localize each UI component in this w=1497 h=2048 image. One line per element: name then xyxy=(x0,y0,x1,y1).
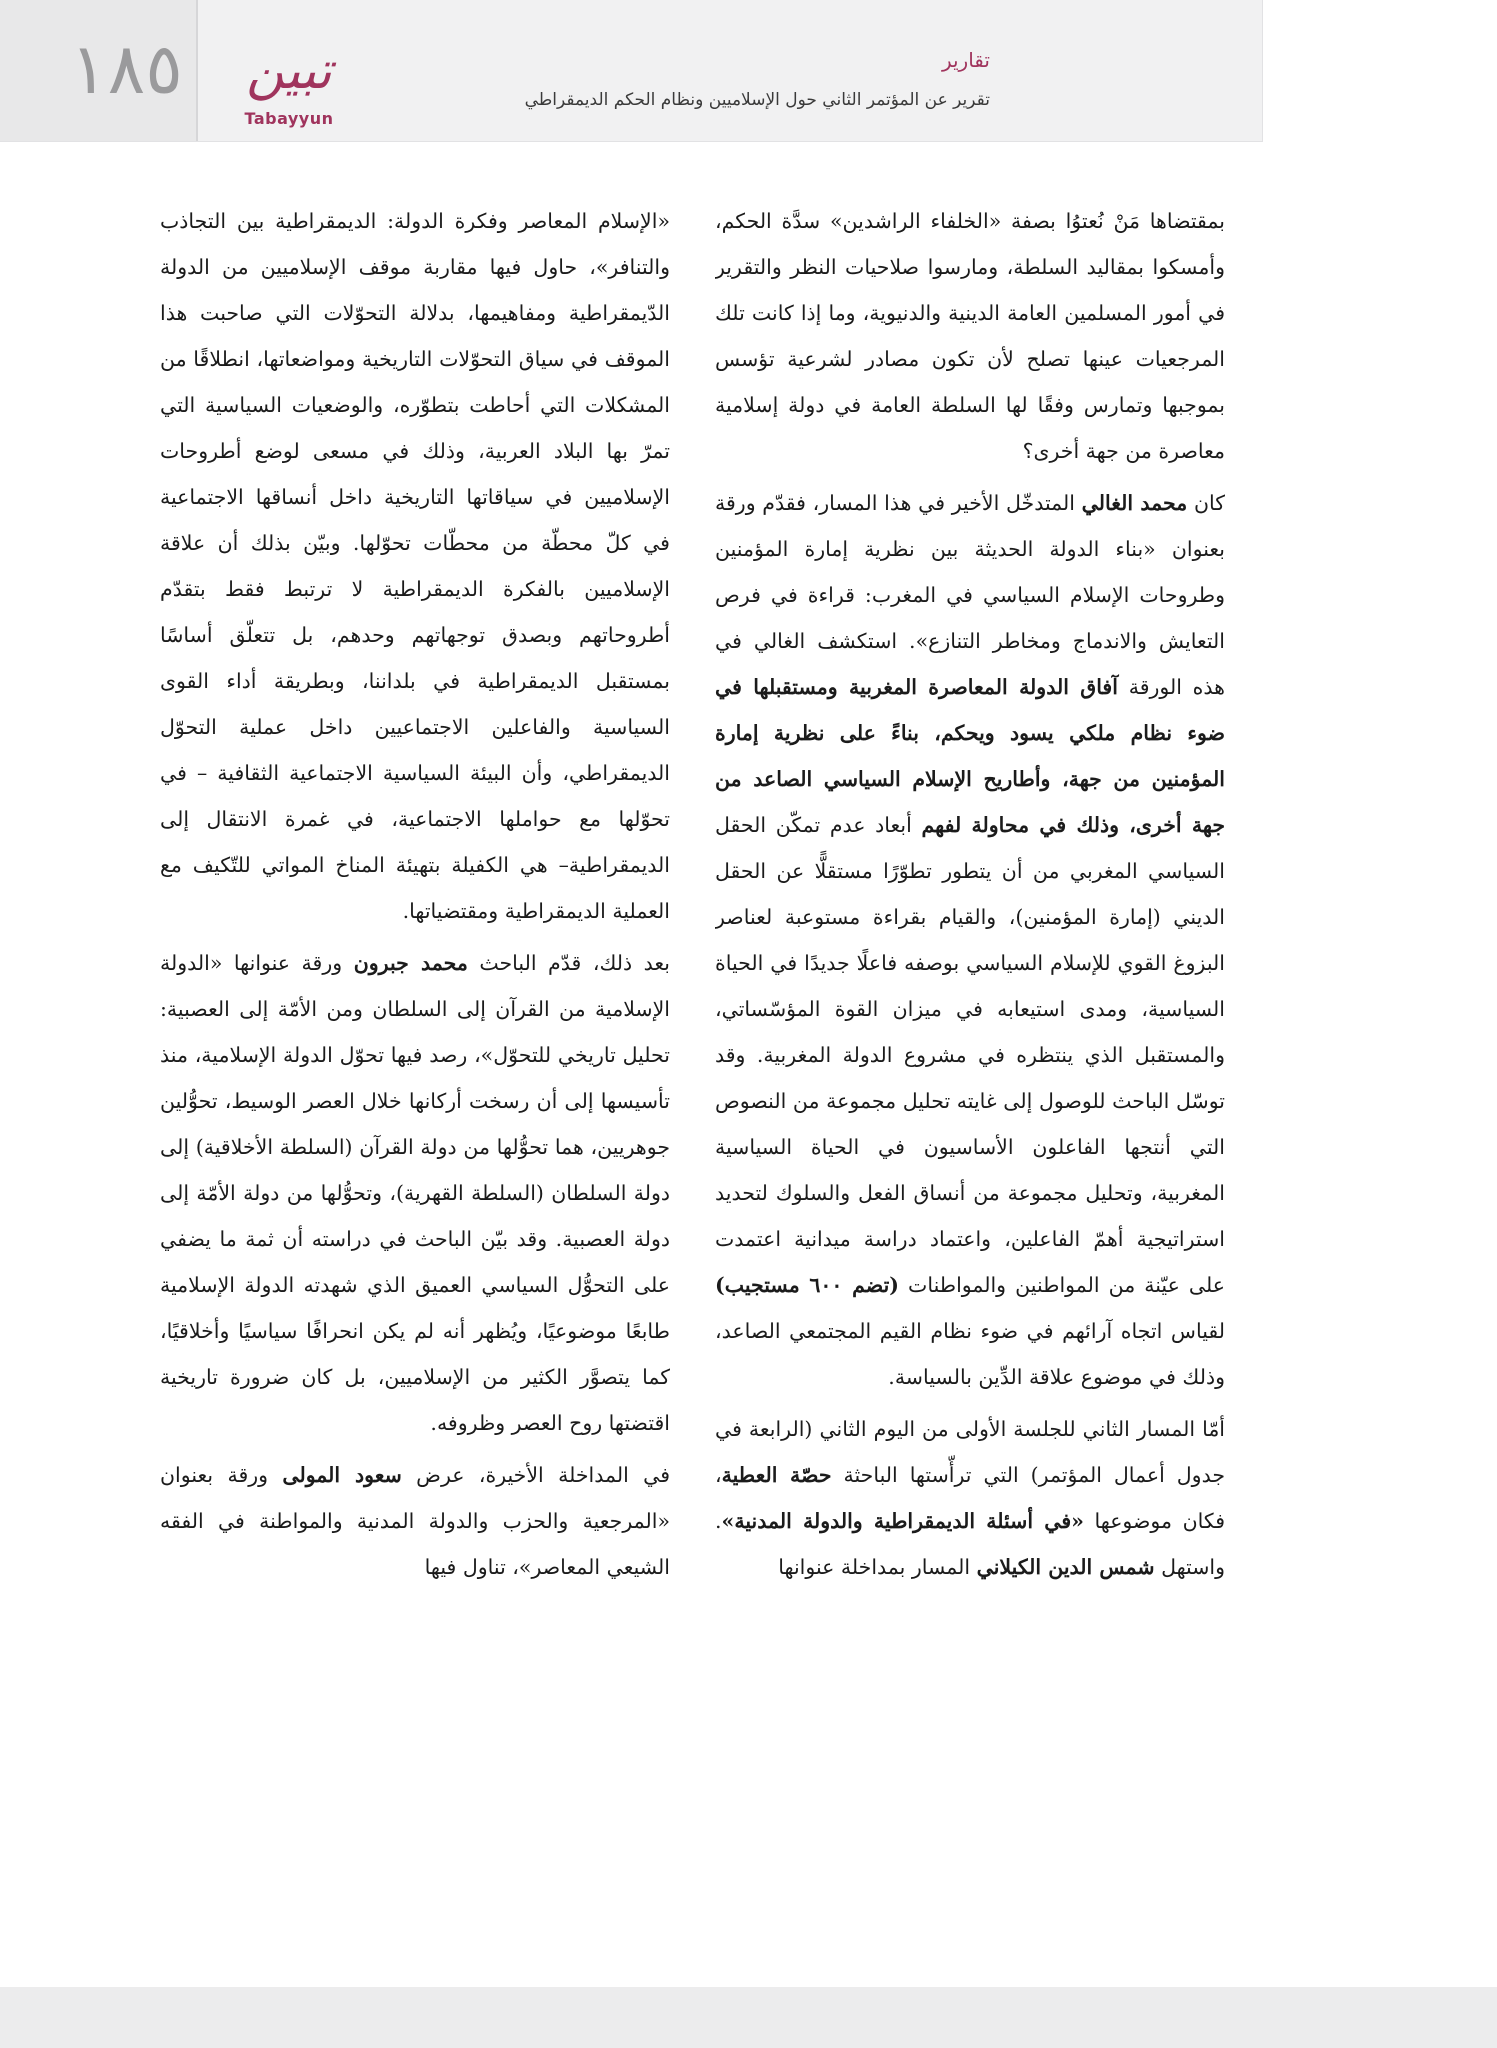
emphasis-text: «في أسئلة الديمقراطية والدولة المدنية» xyxy=(721,1509,1084,1533)
paragraph-text: كان xyxy=(1187,491,1225,515)
logo-arabic-wordmark: تبين xyxy=(246,41,332,101)
text-column-left xyxy=(160,198,670,1898)
paragraph-text: «الإسلام المعاصر وفكرة الدولة: الديمقراطية بين التجاذب والتنافر»، حاول فيها مقاربة موقف الإسلاميين من الدولة الدّيمقراطية ومفاهيمها، بدلالة التحوّلات التي صاحبت هذا الموقف في سياق التحوّلات التاريخية ومواضعاتها، انطلاقًا من المشكلات التي أحاطت بتطوّره، والوضعيات السياسية التي تمرّ بها البلاد العربية، وذلك في مسعى لوضع أطروحات الإسلاميين في سياقاتها التاريخية داخل أنساقها الاجتماعية في كلّ محطّة من محطّات تحوّلها. وبيّن بذلك أن علاقة الإسلاميين بالفكرة الديمقراطية لا ترتبط فقط بتقدّم أطروحاتهم وبصدق توجهاتهم وحدهم، بل تتعلّق أساسًا بمستقبل الديمقراطية في بلداننا، وبطريقة أداء القوى السياسية والفاعلين الاجتماعيين داخل عملية التحوّل الديمقراطي، وأن البيئة السياسية الاجتماعية الثقافية – في تحوّلها مع حواملها الاجتماعية، في غمرة الانتقال إلى الديمقراطية– هي الكفيلة بتهيئة المناخ المواتي للتّكيف مع العملية الديمقراطية ومقتضياتها. xyxy=(160,209,670,923)
emphasis-text: (تضم ٦٠٠ مستجيب) xyxy=(715,1273,899,1297)
author-name: حصّة العطية xyxy=(721,1463,832,1487)
header-brand-block xyxy=(0,0,198,141)
author-name: شمس الدين الكيلاني xyxy=(976,1555,1155,1579)
page-footer-band xyxy=(0,1987,1497,2048)
text-column-right xyxy=(715,198,1225,1898)
paragraph-text: أبعاد عدم تمكّن الحقل السياسي المغربي من أن يتطور تطوّرًا مستقلًّا عن الحقل الديني (إمارة المؤمنين)، والقيام بقراءة مستوعبة لعناصر البزوغ القوي للإسلام السياسي بوصفه فاعلًا جديدًا في الحياة السياسية، ومدى استيعابه في ميزان القوة المؤسّساتي، والمستقبل الذي ينتظره في مشروع الدولة المغربية. وقد توسّل الباحث للوصول إلى غايته تحليل مجموعة من النصوص التي أنتجها الفاعلون الأساسيون في الحياة السياسية المغربية، وتحليل مجموعة من أنساق الفعل والسلوك لتحديد استراتيجية أهمّ الفاعلين، واعتماد دراسة ميدانية اعتمدت على عيّنة من المواطنين والمواطنات xyxy=(715,813,1225,1297)
paragraph xyxy=(715,480,1225,1400)
running-title: تقرير عن المؤتمر الثاني حول الإسلاميين ونظام الحكم الديمقراطي xyxy=(524,90,990,110)
author-name: محمد جبرون xyxy=(353,951,468,975)
paragraph-text: لقياس اتجاه آرائهم في ضوء نظام القيم المجتمعي الصاعد، وذلك في موضوع علاقة الدِّين بالسياسة. xyxy=(715,1319,1225,1389)
author-name: سعود المولى xyxy=(282,1463,402,1487)
paragraph-text: ورقة بعنوان «المرجعية والحزب والدولة المدنية والمواطنة في الفقه الشيعي المعاصر»، تناول فيها xyxy=(160,1463,670,1579)
paragraph xyxy=(160,940,670,1446)
section-label: تقارير xyxy=(941,48,990,72)
paragraph xyxy=(715,198,1225,474)
logo-latin-wordmark: Tabayyun xyxy=(244,109,334,128)
paragraph-text: ورقة عنوانها «الدولة الإسلامية من القرآن إلى السلطان ومن الأمّة إلى العصبية: تحليل تاريخي للتحوّل»، رصد فيها تحوّل الدولة الإسلامية، منذ تأسيسها إلى أن رسخت أركانها خلال العصر الوسيط، تحوُّلين جوهريين، هما تحوُّلها من دولة القرآن (السلطة الأخلاقية) إلى دولة السلطان (السلطة القهرية)، وتحوُّلها من دولة الأمّة إلى دولة العصبية. وقد بيّن الباحث في دراسته أن ثمة ما يضفي على التحوُّل السياسي العميق الذي شهدته الدولة الإسلامية طابعًا موضوعيًا، ويُظهر أنه لم يكن انحرافًا سياسيًا وأخلاقيًا، كما يتصوَّر الكثير من الإسلاميين، بل كان ضرورة تاريخية اقتضتها روح العصر وظروفه. xyxy=(160,951,670,1435)
author-name: محمد الغالي xyxy=(1081,491,1188,515)
paragraph-text: . واستهل xyxy=(715,1509,1225,1579)
paragraph-text: بعد ذلك، قدّم الباحث xyxy=(467,951,670,975)
paragraph xyxy=(715,1406,1225,1590)
paragraph-text: ، فكان موضوعها xyxy=(715,1463,1225,1533)
page-number: ١٨٥ xyxy=(70,28,183,110)
paragraph-text: المسار بمداخلة عنوانها xyxy=(778,1555,977,1579)
emphasis-text: آفاق الدولة المعاصرة المغربية ومستقبلها في ضوء نظام ملكي يسود ويحكم، بناءً على نظرية إمارة المؤمنين من جهة، وأطاريح الإسلام السياسي الصاعد من جهة أخرى، وذلك في محاولة لفهم xyxy=(715,675,1225,837)
paragraph-text: في المداخلة الأخيرة، عرض xyxy=(401,1463,670,1487)
paragraph-text: بمقتضاها مَنْ نُعتوُا بصفة «الخلفاء الراشدين» سدَّة الحكم، وأمسكوا بمقاليد السلطة، ومارسوا صلاحيات النظر والتقرير في أمور المسلمين العامة الدينية والدنيوية، وما إذا كانت تلك المرجعيات عينها تصلح لأن تكون مصادر لشرعية تؤسس بموجبها وتمارس وفقًا لها السلطة العامة في دولة إسلامية معاصرة من جهة أخرى؟ xyxy=(715,209,1225,463)
paragraph-text: أمّا المسار الثاني للجلسة الأولى من اليوم الثاني (الرابعة في جدول أعمال المؤتمر) التي ترأّستها الباحثة xyxy=(715,1417,1225,1487)
paragraph xyxy=(160,1452,670,1590)
page-header xyxy=(0,0,1263,142)
paragraph xyxy=(160,198,670,934)
paragraph-text: المتدخّل الأخير في هذا المسار، فقدّم ورقة بعنوان «بناء الدولة الحديثة بين نظرية إمارة المؤمنين وطروحات الإسلام السياسي في المغرب: قراءة في فرص التعايش والاندماج ومخاطر التنازع». استكشف الغالي في هذه الورقة xyxy=(715,491,1225,699)
